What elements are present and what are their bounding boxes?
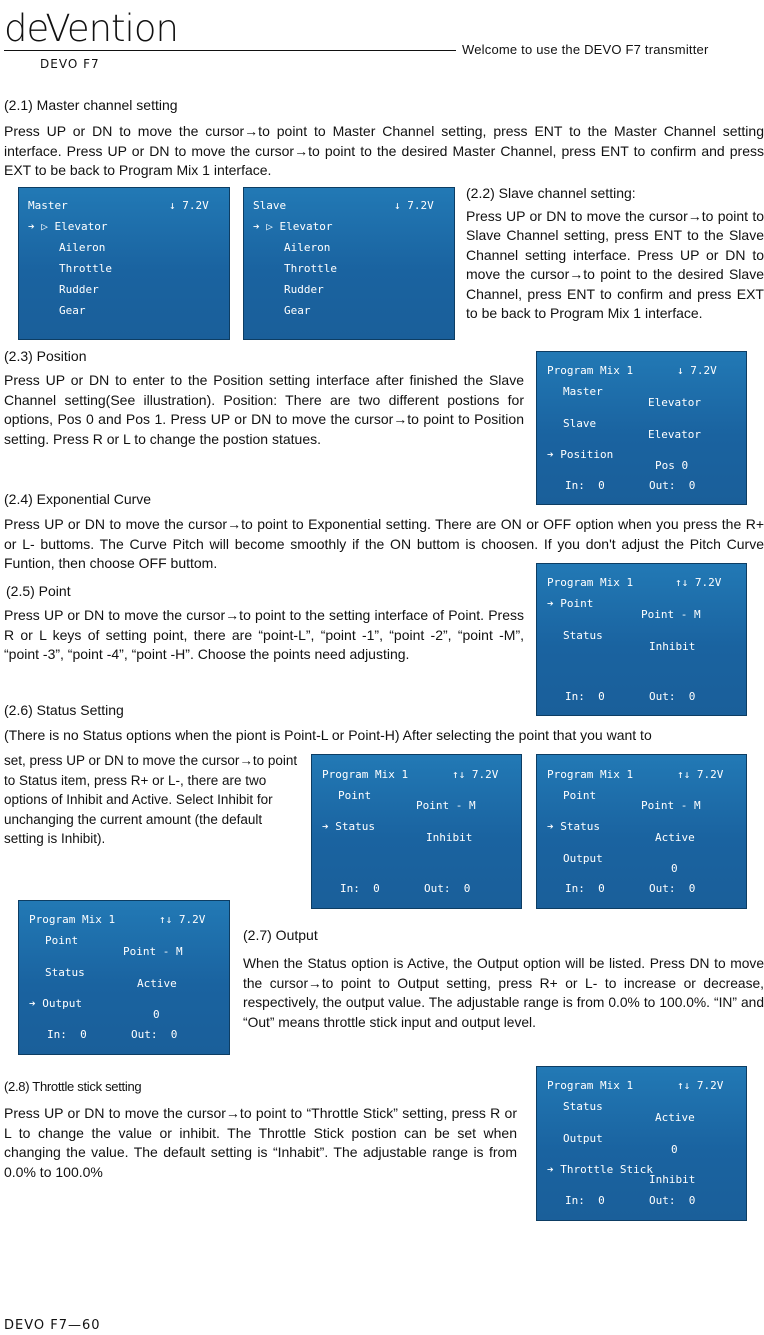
lcd-battery: ↑↓ 7.2V (452, 768, 499, 781)
lcd-status-active-screen (536, 754, 747, 909)
lcd-item: Aileron (59, 241, 106, 254)
lcd-battery: ↑↓ 7.2V (675, 576, 722, 589)
lcd-item: Rudder (284, 283, 324, 296)
lcd-row-label: Output (563, 1132, 603, 1145)
lcd-row-label: Slave (563, 417, 597, 430)
lcd-out: Out: 0 (649, 1194, 696, 1207)
lcd-row-value: Point - M (641, 799, 701, 812)
lcd-row-value: Point - M (123, 945, 183, 958)
lcd-point-screen (536, 563, 747, 716)
lcd-row-label: Point (45, 934, 79, 947)
heading-slave-channel: (2.2) Slave channel setting: (466, 185, 636, 201)
lcd-item: Throttle (59, 262, 112, 275)
lcd-row-label: Point (338, 789, 372, 802)
lcd-battery: ↓ 7.2V (394, 199, 434, 212)
lcd-row-value: Point - M (416, 799, 476, 812)
text-position: Press UP or DN to enter to the Position setting interface after finished the Slave Channel setting(See illustration). Position: There are two different postions for options, Pos 0 and Pos 1. Press UP or DN to move the cursor→to point to Position setting. Press R or L to change the postion statues. (4, 372, 524, 447)
lcd-item: Rudder (59, 283, 99, 296)
lcd-row-label: Status (45, 966, 85, 979)
lcd-item: ➔ ▷ Elevator (253, 220, 333, 233)
page-header-title: Welcome to use the DEVO F7 transmitter (462, 42, 709, 57)
heading-position: (2.3) Position (4, 348, 87, 364)
lcd-title: Slave (253, 199, 287, 212)
lcd-row-value: Inhibit (426, 831, 473, 844)
lcd-row-value: Point - M (641, 608, 701, 621)
lcd-row-value: Active (655, 831, 695, 844)
lcd-in: In: 0 (565, 882, 605, 895)
lcd-row-label: ➔ Throttle Stick (547, 1163, 653, 1176)
lcd-out: Out: 0 (131, 1028, 178, 1041)
lcd-output-screen (18, 900, 230, 1055)
lcd-item: Gear (59, 304, 86, 317)
text-status-body: set, press UP or DN to move the cursor→to point to Status item, press R+ or L-, there are two options of Inhibit and Active. Select Inhibit for unchanging the current amount (the default setting is Inhibit). (4, 753, 298, 846)
lcd-title: Master (28, 199, 68, 212)
header-rule (156, 50, 456, 51)
heading-status: (2.6) Status Setting (4, 702, 124, 718)
lcd-row-label: Status (563, 629, 603, 642)
lcd-in: In: 0 (340, 882, 380, 895)
lcd-row-label: ➔ Status (322, 820, 375, 833)
lcd-in: In: 0 (47, 1028, 87, 1041)
lcd-row-label: ➔ Position (547, 448, 614, 461)
lcd-title: Program Mix 1 (547, 768, 634, 781)
lcd-row-value: 0 (153, 1008, 160, 1021)
text-point: Press UP or DN to move the cursor→to point to the setting interface of Point. Press R or L keys of setting point, there are “point-L”, “point -1”, “point -2”, “point -M”, “point -3”, “point -4”, “point -H”. Choose the points need adjusting. (4, 607, 524, 662)
lcd-throttle-stick-screen (536, 1066, 747, 1221)
heading-point: (2.5) Point (6, 583, 71, 599)
lcd-row-label: ➔ Output (29, 997, 82, 1010)
lcd-row-value: Pos 0 (655, 459, 689, 472)
lcd-row-value: Inhibit (649, 1173, 696, 1186)
lcd-battery: ↓ 7.2V (677, 364, 717, 377)
lcd-row-label: Status (563, 1100, 603, 1113)
lcd-row-value: Elevator (648, 396, 701, 409)
heading-output: (2.7) Output (243, 927, 318, 943)
lcd-item: ➔ ▷ Elevator (28, 220, 108, 233)
lcd-row-value: Elevator (648, 428, 701, 441)
lcd-in: In: 0 (565, 690, 605, 703)
lcd-title: Program Mix 1 (322, 768, 409, 781)
lcd-row-label: Output (563, 852, 603, 865)
lcd-row-value: 0 (671, 1143, 678, 1156)
lcd-row-label: ➔ Point (547, 597, 594, 610)
lcd-title: Program Mix 1 (29, 913, 116, 926)
lcd-row-label: Master (563, 385, 603, 398)
lcd-row-value: 0 (671, 862, 678, 875)
heading-exponential: (2.4) Exponential Curve (4, 491, 152, 507)
heading-master-channel: (2.1) Master channel setting (4, 97, 178, 113)
brand-logo: deVention (4, 7, 178, 50)
lcd-battery: ↑↓ 7.2V (677, 768, 724, 781)
lcd-battery: ↑↓ 7.2V (677, 1079, 724, 1092)
heading-throttle-stick: (2.8) Throttle stick setting (4, 1079, 142, 1094)
lcd-title: Program Mix 1 (547, 1079, 634, 1092)
lcd-status-inhibit-screen (311, 754, 522, 909)
lcd-battery: ↓ 7.2V (169, 199, 209, 212)
lcd-out: Out: 0 (649, 690, 696, 703)
text-slave-channel: Press UP or DN to move the cursor→to point to Slave Channel setting, press ENT to the Slave Channel setting interface. Press UP or DN to move the cursor→to point to the desired Slave Channel, press ENT to confirm and press EXT to be back to Program Mix 1 interface. (466, 208, 764, 322)
lcd-out: Out: 0 (424, 882, 471, 895)
page-footer: DEVO F7—60 (4, 1318, 101, 1333)
lcd-row-value: Active (655, 1111, 695, 1124)
lcd-item: Aileron (284, 241, 331, 254)
lcd-out: Out: 0 (649, 882, 696, 895)
text-exponential: Press UP or DN to move the cursor→to point to Exponential setting. There are ON or OFF option when you press the R+ or L- buttoms. The Curve Pitch will become smoothly if the ON buttom is choosen. If you don't adjust the Pitch Curve Funtion, then choose OFF buttom. (4, 516, 764, 571)
lcd-row-label: Point (563, 789, 597, 802)
text-status-line1: (There is no Status options when the piont is Point-L or Point-H) After selecting the point that you want to (4, 727, 652, 743)
lcd-title: Program Mix 1 (547, 576, 634, 589)
lcd-item: Throttle (284, 262, 337, 275)
lcd-row-label: ➔ Status (547, 820, 600, 833)
text-throttle-stick: Press UP or DN to move the cursor→to point to “Throttle Stick” setting, press R or L to change the value or inhibit. The Throttle Stick postion can be set when changing the value. The default setting is “Inhabit”. The adjustable range is from 0.0% to 100.0% (4, 1105, 517, 1180)
lcd-in: In: 0 (565, 479, 605, 492)
logo-underline (4, 50, 156, 51)
lcd-row-value: Active (137, 977, 177, 990)
lcd-slave-screen (243, 187, 455, 340)
text-output: When the Status option is Active, the Output option will be listed. Press DN to move the cursor→to point to Output setting, press R+ or L- to increase or decrease, respectively, the output value. The adjustable range is from 0.0% to 100.0%. “IN” and “Out” means throttle stick input and output level. (243, 956, 764, 1030)
text-master-channel: Press UP or DN to move the cursor→to point to Master Channel setting, press ENT to the Master Channel setting interface. Press UP or DN to move the cursor→to point to the desired Master Channel, press ENT to confirm and press EXT to be back to Program Mix 1 interface. (4, 123, 764, 178)
lcd-master-screen (18, 187, 230, 340)
lcd-row-value: Inhibit (649, 640, 696, 653)
lcd-in: In: 0 (565, 1194, 605, 1207)
lcd-out: Out: 0 (649, 479, 696, 492)
lcd-item: Gear (284, 304, 311, 317)
lcd-position-screen (536, 351, 747, 505)
lcd-battery: ↑↓ 7.2V (159, 913, 206, 926)
lcd-title: Program Mix 1 (547, 364, 634, 377)
logo-model: DEVO F7 (40, 57, 100, 71)
